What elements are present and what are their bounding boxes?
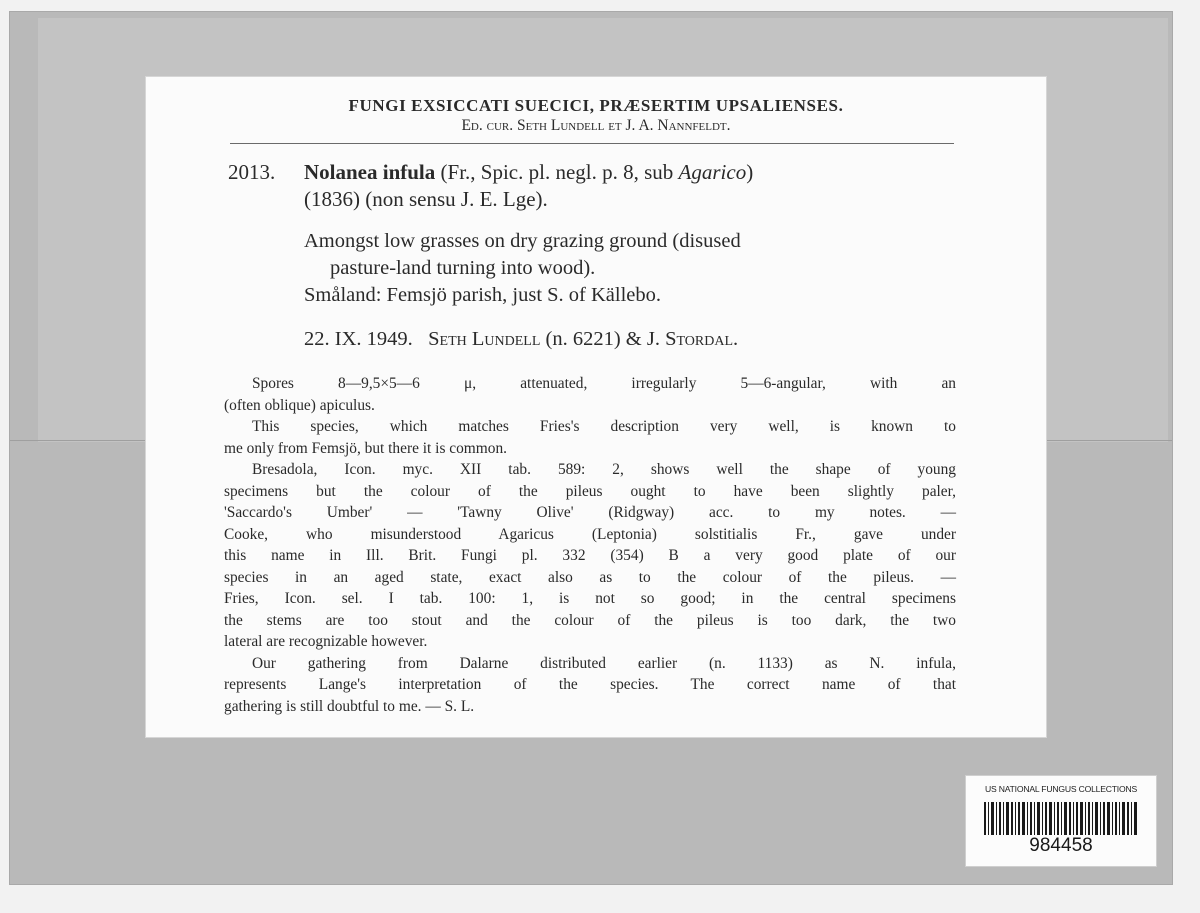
species-citation-genus: Agarico <box>678 160 747 184</box>
note-line: gathering is still doubtful to me. — S. L. <box>224 697 475 715</box>
note-line: Our gathering from Dalarne distributed earlier (n. 1133) as N. infula, <box>252 654 956 672</box>
note-line: 'Saccardo's Umber' — 'Tawny Olive' (Ridgway) acc. to my notes. — <box>224 504 956 521</box>
editors-line: Ed. cur. Seth Lundell et J. A. Nannfeldt. <box>461 117 731 134</box>
note-line: the stems are too stout and the colour of the pileus is too dark, the two <box>224 611 956 629</box>
species-citation-close: ) <box>746 160 754 184</box>
collection-date: 22. IX. 1949. <box>304 328 413 350</box>
note-line: this name in Ill. Brit. Fungi pl. 332 (354) B a very good plate of our <box>224 547 956 564</box>
note-line: (often oblique) apiculus. <box>224 396 375 414</box>
specimen-label <box>146 77 1046 737</box>
habitat-line-2: pasture-land turning into wood). <box>330 257 596 279</box>
species-name: Nolanea infula <box>304 160 436 184</box>
header-rule <box>230 143 954 144</box>
locality: Småland: Femsjö parish, just S. of Källebo. <box>304 284 662 306</box>
series-title: FUNGI EXSICCATI SUECICI, PRÆSERTIM UPSALIENSES. <box>348 96 844 115</box>
note-line: Spores 8—9,5×5—6 μ, attenuated, irregularly 5—6-angular, with an <box>252 375 956 392</box>
collector-number: (n. 6221) & <box>540 328 647 350</box>
habitat-line-1: Amongst low grasses on dry grazing ground (disused <box>304 230 741 252</box>
collector-2: J. Stordal. <box>646 328 739 350</box>
barcode-bars <box>984 802 1138 835</box>
note-line: Fries, Icon. sel. I tab. 100: 1, is not so good; in the central specimens <box>224 590 956 607</box>
note-line: me only from Femsjö, but there it is common. <box>224 439 507 457</box>
barcode-number: 984458 <box>1029 835 1093 856</box>
collection-line <box>304 328 738 351</box>
species-citation: (Fr., Spic. pl. negl. p. 8, sub <box>435 160 679 184</box>
note-line: lateral are recognizable however. <box>224 633 428 650</box>
barcode-institution: US NATIONAL FUNGUS COLLECTIONS <box>984 784 1138 794</box>
barcode-label <box>966 776 1156 866</box>
species-line-1 <box>304 160 753 185</box>
note-line: represents Lange's interpretation of the species. The correct name of that <box>224 676 956 693</box>
collector-1: Seth Lundell <box>428 328 541 350</box>
note-line: Bresadola, Icon. myc. XII tab. 589: 2, shows well the shape of young <box>252 461 956 478</box>
species-line-2: (1836) (non sensu J. E. Lge). <box>304 187 548 211</box>
exsiccata-number: 2013. <box>228 160 276 184</box>
note-line: Cooke, who misunderstood Agaricus (Leptonia) solstitialis Fr., gave under <box>224 525 956 543</box>
note-line: species in an aged state, exact also as to the colour of the pileus. — <box>224 568 956 586</box>
notes-block <box>224 373 956 717</box>
note-line: This species, which matches Fries's description very well, is known to <box>252 418 956 435</box>
note-line: specimens but the colour of the pileus ought to have been slightly paler, <box>224 482 956 500</box>
